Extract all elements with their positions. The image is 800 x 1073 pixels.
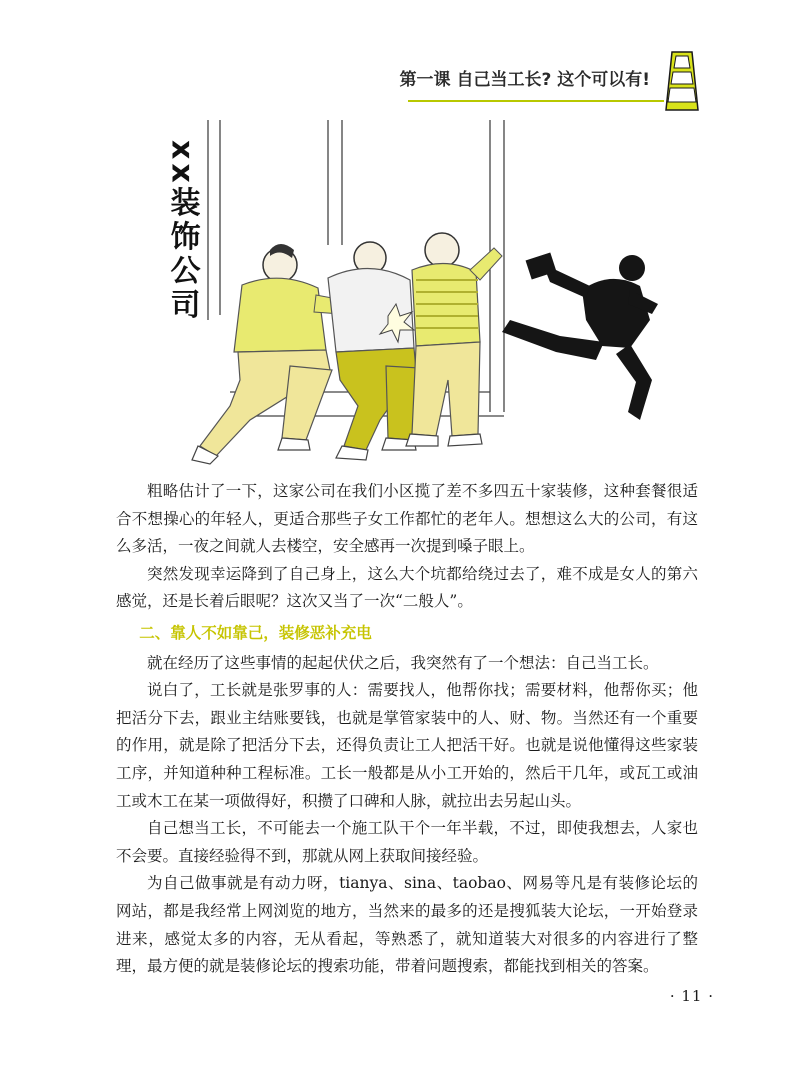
worker-middle [328, 242, 420, 460]
sign-text: xx装饰公司 [164, 140, 200, 323]
paragraph: 自己想当工长，不可能去一个施工队干个一年半载，不过，即使我想去，人家也不会要。直接经验得不到，那就从网上获取间接经验。 [116, 819, 698, 865]
paragraph: 为自己做事就是有动力呀，tianya、sina、taobao、网易等凡是有装修论坛的网站，都是我经常上网浏览的地方，当然来的最多的还是搜狐装大论坛，一开始登录进来，感觉太多的内容，无从看起，等熟悉了，就知道装大对很多的内容进行了整理，最方便的就是装修论坛的搜索功能，带着问题搜索，都能找到相关的答案。 [116, 874, 698, 976]
worker-right [406, 233, 502, 446]
header-rule [408, 100, 664, 102]
chapter-title: 第一课 自己当工长? 这个可以有! [399, 70, 650, 90]
page-header [0, 40, 800, 120]
paragraph: 突然发现幸运降到了自己身上，这么大个坑都给绕过去了，难不成是女人的第六感觉，还是长着后眼呢？这次又当了一次“二般人”。 [116, 564, 698, 611]
paragraph: 就在经历了这些事情的起起伏伏之后，我突然有了一个想法：自己当工长。 [147, 653, 659, 672]
section-heading: 二、靠人不如靠己，装修恶补充电 [139, 623, 372, 642]
paragraph: 说白了，工长就是张罗事的人：需要找人，他帮你找；需要材料，他帮你买；他把活分下去，跟业主结账要钱，也就是掌管家装中的人、财、物。当然还有一个重要的作用，就是除了把活分下去，还得负责让工人把活干好。也就是说他懂得这些家装工序，并知道种种工程标准。工长一般都是从小工开始的，然后干几年，或瓦工或油工或木工在某一项做得好，积攒了口碑和人脉，就拉出去另起山头。 [116, 681, 698, 810]
page-number: · 11 · [669, 987, 714, 1005]
ladder-icon [664, 50, 700, 112]
paragraph: 粗略估计了一下，这家公司在我们小区揽了差不多四五十家装修，这种套餐很适合不想操心的年轻人，更适合那些子女工作都忙的老年人。想想这么大的公司，有这么多活，一夜之间就人去楼空，安全感再一次提到嗓子眼上。 [116, 482, 698, 556]
running-man-silhouette [502, 252, 658, 420]
body-text [116, 478, 698, 981]
illustration [130, 120, 670, 475]
